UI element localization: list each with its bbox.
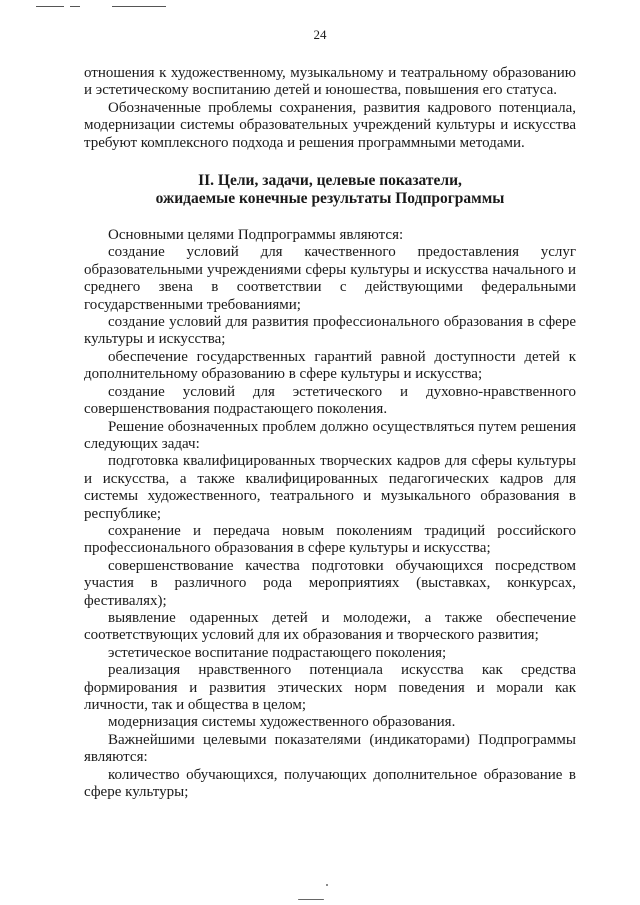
scan-artifact	[36, 6, 64, 7]
list-item: эстетическое воспитание подрастающего поколения;	[108, 644, 447, 661]
list-item: создание условий для качественного предоставления услуг образовательными учреждениями сферы культуры и искусства начального и среднего звена в соответствии с действующими федеральными государственными требованиями;	[84, 244, 576, 313]
paragraph: Основными целями Подпрограммы являются:	[108, 227, 404, 244]
list-item: создание условий для развития профессионального образования в сфере культуры и искусства;	[84, 314, 576, 348]
scan-speck	[298, 899, 324, 900]
section-heading	[84, 172, 576, 208]
list-item: выявление одаренных детей и молодежи, а также обеспечение соответствующих условий для их образования и творческого развития;	[84, 609, 576, 644]
section-heading-line: II. Цели, задачи, целевые показатели,	[198, 172, 462, 190]
paragraph: отношения к художественному, музыкальному и театральному образованию и эстетическому воспитанию детей и юношества, повышения его статуса.	[84, 65, 576, 99]
paragraph: Решение обозначенных проблем должно осуществляться путем решения следующих задач:	[84, 418, 576, 452]
list-item: подготовка квалифицированных творческих кадров для сферы культуры и искусства, а также квалифицированных педагогических кадров для системы художественного, театрального и музыкального образования в республике;	[84, 453, 576, 522]
document-body	[84, 65, 576, 801]
list-item: количество обучающихся, получающих дополнительное образование в сфере культуры;	[84, 766, 576, 801]
list-item: модернизация системы художественного образования.	[108, 714, 456, 731]
list-item: создание условий для эстетического и духовно-нравственного совершенствования подрастающего поколения.	[84, 383, 576, 418]
list-item: обеспечение государственных гарантий равной доступности детей к дополнительному образованию в сфере культуры и искусства;	[84, 348, 576, 383]
scan-speck	[326, 884, 328, 886]
page-number: 24	[313, 27, 327, 42]
scan-artifact	[70, 6, 80, 7]
scan-artifact	[112, 6, 166, 7]
paragraph: Обозначенные проблемы сохранения, развития кадрового потенциала, модернизации системы образовательных учреждений культуры и искусства требуют комплексного подхода и решения программными методами.	[84, 99, 576, 151]
section-heading-line: ожидаемые конечные результаты Подпрограммы	[155, 190, 505, 208]
list-item: реализация нравственного потенциала искусства как средства формирования и развития этических норм поведения и морали как личности, так и общества в целом;	[84, 662, 576, 713]
list-item: сохранение и передача новым поколениям традиций российского профессионального образования в сфере культуры и искусства;	[84, 522, 576, 557]
list-item: совершенствование качества подготовки обучающихся посредством участия в различного рода мероприятиях (выставках, конкурсах, фестивалях);	[84, 557, 576, 609]
paragraph: Важнейшими целевыми показателями (индикаторами) Подпрограммы являются:	[84, 731, 576, 766]
